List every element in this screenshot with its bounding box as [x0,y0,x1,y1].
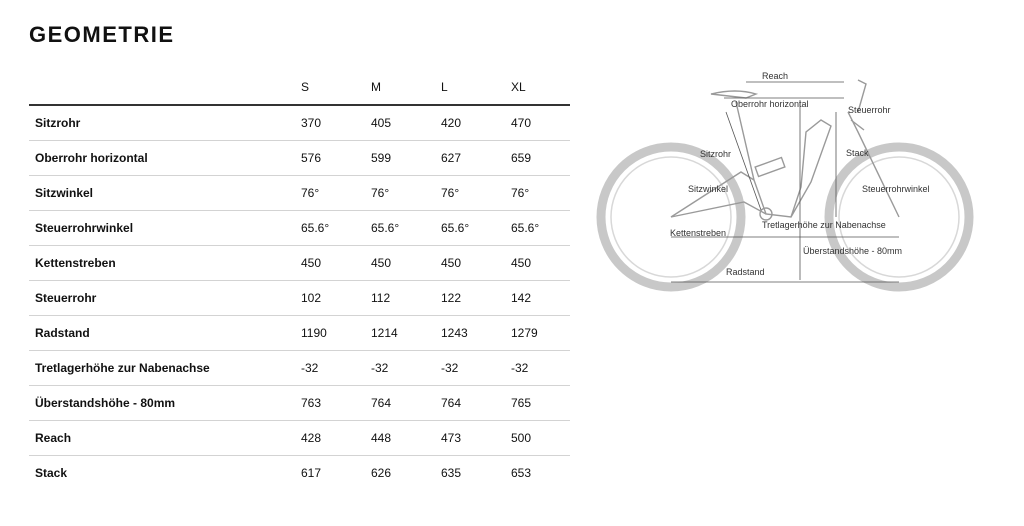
header-size-l: L [441,70,511,105]
header-label [29,70,301,105]
table-header-row [29,70,570,105]
row-label: Steuerrohr [29,281,301,316]
bike-geometry-diagram [596,62,986,302]
row-label: Sitzwinkel [29,176,301,211]
row-label: Stack [35,466,68,480]
row-value: 653 [511,466,532,480]
row-value: 142 [511,281,570,316]
row-value: -32 [371,351,441,386]
row-label: Reach [29,421,301,456]
row-value: 76° [301,176,371,211]
row-value: 617 [301,466,322,480]
table-row [29,281,570,316]
row-value: 1190 [301,316,371,351]
table-row [29,246,570,281]
label-kettenstreben: Kettenstreben [670,228,727,238]
geometry-table [29,70,570,490]
label-ueberstandshoehe: Überstandshöhe - 80mm [803,246,903,256]
table-row [29,351,570,386]
row-value: 420 [441,105,511,141]
row-value: 65.6° [371,211,441,246]
row-value: 1279 [511,316,570,351]
row-value: 450 [511,246,570,281]
label-reach: Reach [762,71,789,81]
label-steuerrohr: Steuerrohr [848,105,891,115]
row-label: Oberrohr horizontal [29,141,301,176]
row-value: 659 [511,141,570,176]
header-size-s: S [301,70,371,105]
table-row [29,141,570,176]
row-value: 765 [511,386,570,421]
table-row [29,176,570,211]
row-value: 626 [371,466,392,480]
row-value: 470 [511,105,570,141]
row-value: -32 [441,351,511,386]
row-value: 122 [441,281,511,316]
row-label: Kettenstreben [29,246,301,281]
row-value: 448 [371,421,441,456]
row-value: 76° [371,176,441,211]
table-row [29,211,570,246]
row-label: Steuerrohrwinkel [29,211,301,246]
row-label: Überstandshöhe - 80mm [29,386,301,421]
table-row [29,386,570,421]
row-value: 76° [441,176,511,211]
row-value: 370 [301,105,371,141]
label-tretlagerhoehe: Tretlagerhöhe zur Nabenachse [762,220,886,230]
row-value: 1214 [371,316,441,351]
row-value: 450 [371,246,441,281]
row-value: 405 [371,105,441,141]
row-value: 65.6° [441,211,511,246]
page-title: GEOMETRIE [29,22,175,47]
row-value: 576 [301,141,371,176]
table-row [29,456,570,491]
row-value: 76° [511,176,570,211]
row-value: -32 [301,351,371,386]
row-value: 65.6° [301,211,371,246]
row-label: Sitzrohr [29,105,301,141]
row-value: 1243 [441,316,511,351]
row-value: 763 [301,386,371,421]
table-row [29,316,570,351]
label-oberrohr-horizontal: Oberrohr horizontal [731,99,809,109]
row-value: 764 [371,386,441,421]
row-value: 764 [441,386,511,421]
table-row [29,421,570,456]
label-stack: Stack [846,148,869,158]
row-value: 473 [441,421,511,456]
row-value: -32 [511,351,570,386]
row-value: 599 [371,141,441,176]
label-sitzrohr: Sitzrohr [700,149,732,159]
row-label: Radstand [29,316,301,351]
table-row [29,105,570,141]
label-sitzwinkel: Sitzwinkel [688,184,729,194]
label-steuerrohrwinkel: Steuerrohrwinkel [862,184,930,194]
row-value: 450 [441,246,511,281]
row-value: 102 [301,281,371,316]
label-radstand: Radstand [726,267,765,277]
row-value: 65.6° [511,211,570,246]
header-size-xl: XL [511,70,570,105]
row-value: 450 [301,246,371,281]
row-value: 428 [301,421,371,456]
row-value: 635 [441,466,462,480]
header-size-m: M [371,70,441,105]
row-label: Tretlagerhöhe zur Nabenachse [29,351,301,386]
row-value: 500 [511,421,570,456]
row-value: 627 [441,141,511,176]
row-value: 112 [371,281,441,316]
